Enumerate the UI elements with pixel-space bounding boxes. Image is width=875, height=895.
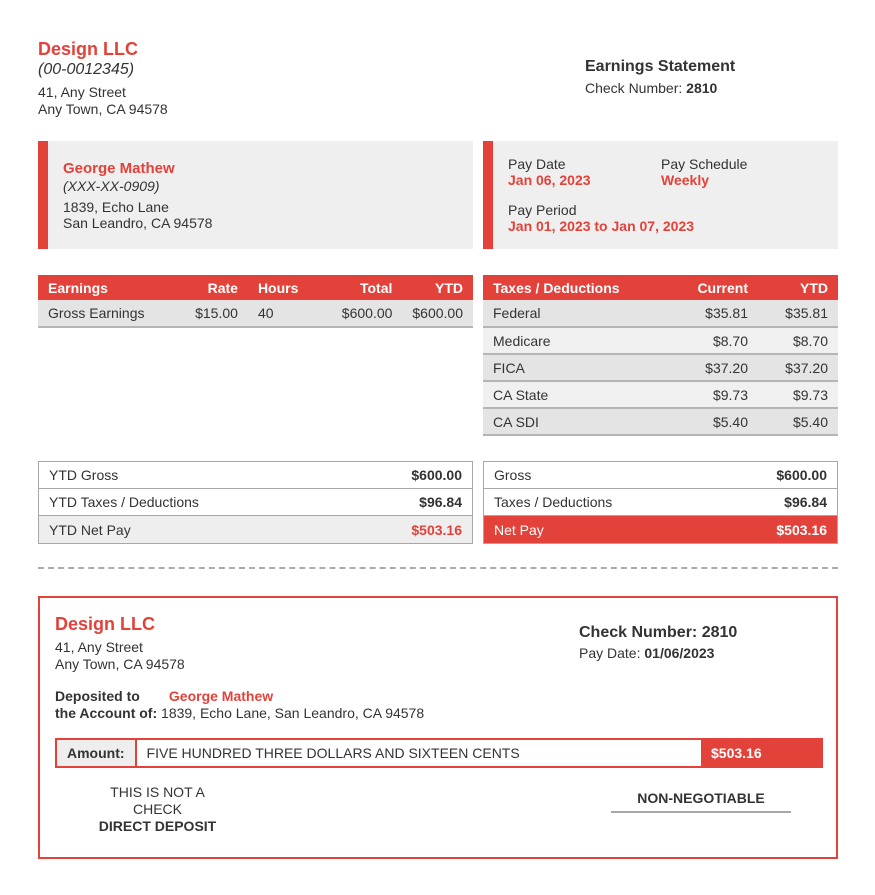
check-number-block	[579, 623, 737, 662]
ytd-net-pay-row	[39, 516, 472, 543]
tax-name: FICA	[483, 354, 668, 381]
amount-words: FIVE HUNDRED THREE DOLLARS AND SIXTEEN CENTS	[146, 745, 520, 761]
earnings-col-rate: Rate	[185, 275, 248, 300]
earnings-total: $600.00	[308, 300, 402, 327]
ytd-net-pay-value: $503.16	[411, 521, 462, 538]
gross-value: $600.00	[776, 467, 827, 483]
current-summary	[483, 461, 838, 544]
earnings-ytd: $600.00	[402, 300, 473, 327]
employee-address-line2: San Leandro, CA 94578	[63, 215, 213, 231]
employee-info-panel	[38, 141, 473, 249]
earnings-col-hours: Hours	[248, 275, 308, 300]
earnings-type: Gross Earnings	[38, 300, 185, 327]
ytd-gross-row	[39, 462, 472, 489]
earnings-col-earnings: Earnings	[38, 275, 185, 300]
gross-row	[484, 462, 837, 489]
tax-ytd: $37.20	[758, 354, 838, 381]
earnings-rate: $15.00	[185, 300, 248, 327]
tax-current: $9.73	[668, 381, 758, 408]
payee-address: 1839, Echo Lane, San Leandro, CA 94578	[161, 705, 425, 721]
tax-current: $37.20	[668, 354, 758, 381]
earnings-hours: 40	[248, 300, 308, 327]
net-pay-row	[484, 516, 837, 543]
ytd-gross-value: $600.00	[411, 467, 462, 483]
earnings-header-row	[38, 275, 473, 300]
pay-date	[508, 156, 661, 188]
pay-schedule-value: Weekly	[661, 172, 709, 188]
payee-name: George Mathew	[168, 688, 274, 704]
pay-info-panel	[483, 141, 838, 249]
employee-address	[63, 199, 473, 231]
company-id: (00-0012345)	[38, 61, 135, 78]
pay-period-label: Pay Period	[508, 202, 577, 218]
table-row	[483, 354, 838, 381]
pay-date-value: Jan 06, 2023	[508, 172, 591, 188]
table-row	[483, 408, 838, 435]
taxes-row	[484, 489, 837, 516]
taxes-value: $96.84	[784, 494, 827, 510]
tax-name: CA State	[483, 381, 668, 408]
check-company	[55, 613, 185, 673]
taxes-col-name: Taxes / Deductions	[483, 275, 668, 300]
check-company-name: Design LLC	[55, 614, 156, 634]
earnings-col-total: Total	[308, 275, 402, 300]
ytd-summary	[38, 461, 473, 544]
deposited-to	[55, 688, 424, 722]
statement-title: Earnings Statement	[585, 58, 736, 75]
company-header	[38, 38, 168, 118]
taxes-label: Taxes / Deductions	[494, 494, 613, 510]
deposit-check	[38, 596, 838, 859]
tax-ytd: $5.40	[758, 408, 838, 435]
net-pay-label: Net Pay	[494, 521, 544, 538]
amount-row	[55, 738, 823, 768]
employee-name: George Mathew	[63, 160, 175, 177]
check-pay-date-label: Pay Date:	[579, 645, 641, 661]
ytd-gross-label: YTD Gross	[49, 467, 119, 483]
ytd-taxes-label: YTD Taxes / Deductions	[49, 494, 199, 510]
statement-check-number	[585, 80, 735, 97]
company-address-line1: 41, Any Street	[38, 84, 126, 100]
gross-label: Gross	[494, 467, 532, 483]
table-row	[483, 300, 838, 327]
taxes-table	[483, 275, 838, 436]
table-row	[38, 300, 473, 327]
tax-ytd: $8.70	[758, 327, 838, 354]
ytd-net-pay-label: YTD Net Pay	[49, 521, 131, 538]
tax-name: Federal	[483, 300, 668, 327]
check-number-value: 2810	[686, 80, 718, 96]
tax-name: Medicare	[483, 327, 668, 354]
table-row	[483, 381, 838, 408]
tax-current: $35.81	[668, 300, 758, 327]
not-check-line2: DIRECT DEPOSIT	[98, 818, 217, 834]
table-row	[483, 327, 838, 354]
company-address-line2: Any Town, CA 94578	[38, 101, 168, 117]
check-pay-date	[579, 645, 737, 662]
deposited-label-line2: the Account of:	[55, 705, 158, 721]
tax-ytd: $9.73	[758, 381, 838, 408]
pay-period	[508, 202, 821, 234]
taxes-col-ytd: YTD	[758, 275, 838, 300]
tax-current: $8.70	[668, 327, 758, 354]
company-address	[38, 84, 168, 118]
earnings-col-ytd: YTD	[402, 275, 473, 300]
amount-figure: $503.16	[701, 740, 821, 766]
taxes-col-current: Current	[668, 275, 758, 300]
employee-address-line1: 1839, Echo Lane	[63, 199, 169, 215]
pay-schedule	[661, 156, 821, 188]
ytd-taxes-value: $96.84	[419, 494, 462, 510]
pay-period-value: Jan 01, 2023 to Jan 07, 2023	[508, 218, 695, 234]
check-pay-date-value: 01/06/2023	[644, 645, 715, 661]
tax-name: CA SDI	[483, 408, 668, 435]
not-check-line1: THIS IS NOT A CHECK	[110, 784, 205, 817]
employee-ssn: (XXX-XX-0909)	[63, 178, 160, 194]
tax-current: $5.40	[668, 408, 758, 435]
pay-date-label: Pay Date	[508, 156, 566, 172]
pay-schedule-label: Pay Schedule	[661, 156, 748, 172]
statement-header	[585, 57, 735, 97]
check-number-title: Check Number: 2810	[579, 624, 738, 641]
amount-label: Amount:	[57, 740, 137, 766]
ytd-taxes-row	[39, 489, 472, 516]
tear-off-divider	[38, 567, 838, 569]
net-pay-value: $503.16	[776, 521, 827, 538]
company-name: Design LLC	[38, 39, 139, 59]
non-negotiable-signature-line: NON-NEGOTIABLE	[611, 790, 791, 813]
tax-ytd: $35.81	[758, 300, 838, 327]
not-a-check-notice	[85, 784, 230, 835]
check-number-label: Check Number:	[585, 80, 683, 96]
earnings-table	[38, 275, 473, 328]
check-company-address	[55, 639, 185, 673]
taxes-header-row	[483, 275, 838, 300]
check-company-address-line2: Any Town, CA 94578	[55, 656, 185, 672]
deposited-label-line1: Deposited to	[55, 688, 140, 704]
check-company-address-line1: 41, Any Street	[55, 639, 143, 655]
